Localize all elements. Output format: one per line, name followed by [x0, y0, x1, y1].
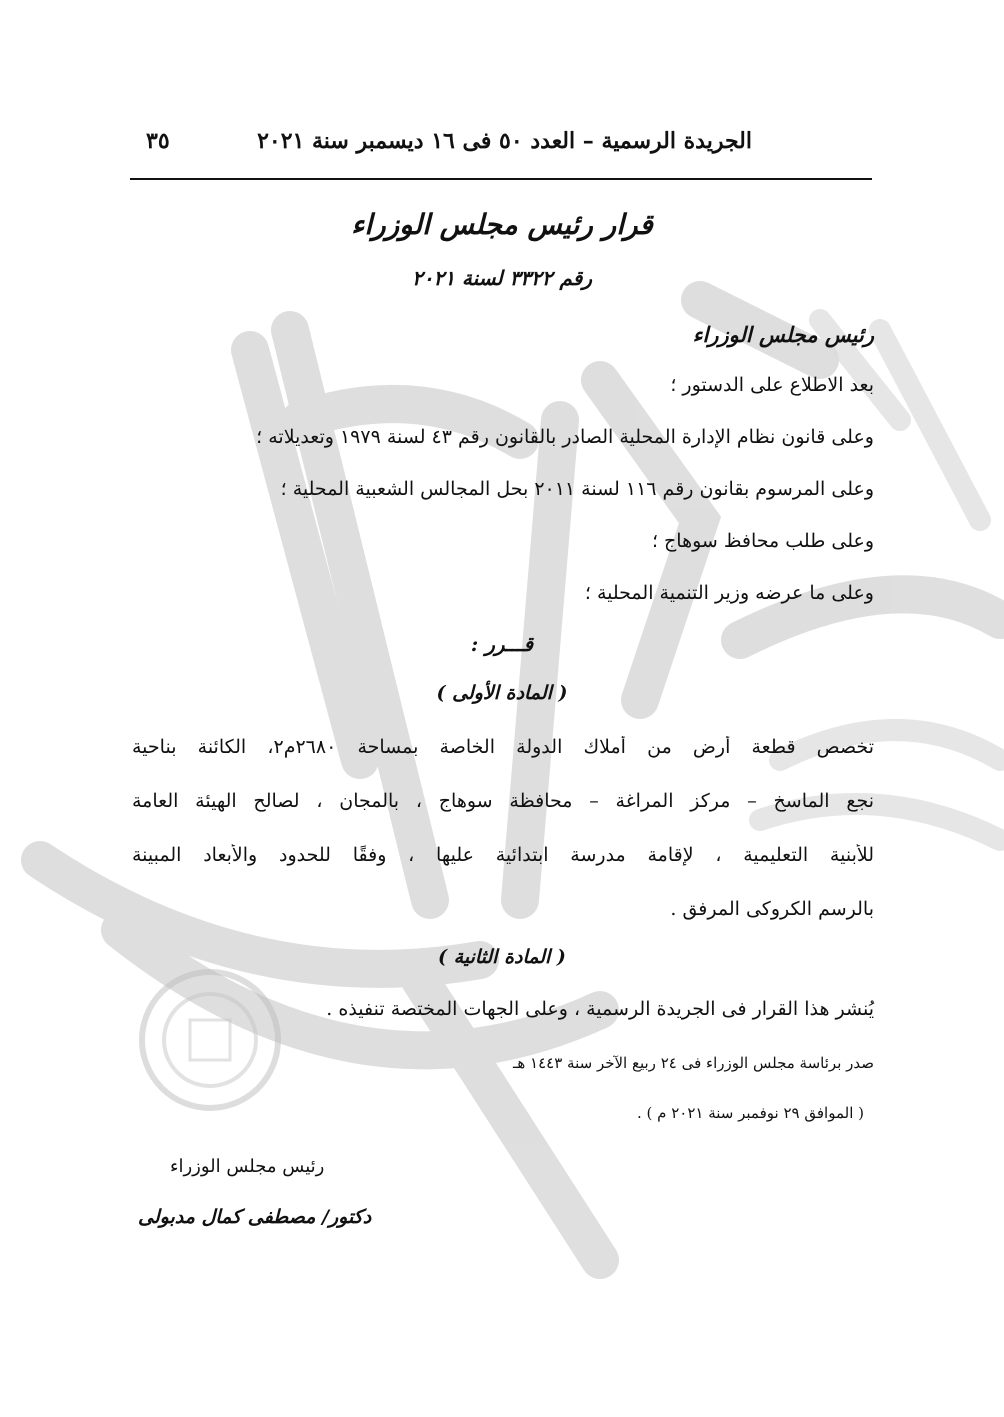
header-title: الجريدة الرسمية – العدد ٥٠ فى ١٦ ديسمبر سنة ٢٠٢١	[257, 128, 752, 154]
issuer-heading: رئيس مجلس الوزراء	[692, 322, 874, 347]
article-2-heading: ( المادة الثانية )	[438, 946, 566, 968]
preamble-line: بعد الاطلاع على الدستور ؛	[670, 374, 874, 396]
article-1-heading: ( المادة الأولى )	[436, 682, 568, 704]
issued-date-gregorian: ( الموافق ٢٩ نوفمبر سنة ٢٠٢١ م ) .	[637, 1104, 864, 1122]
preamble-line: وعلى قانون نظام الإدارة المحلية الصادر بالقانون رقم ٤٣ لسنة ١٩٧٩ وتعديلاته ؛	[256, 426, 874, 448]
signature-position: رئيس مجلس الوزراء	[170, 1156, 325, 1177]
article-1-line: للأبنية التعليمية ، لإقامة مدرسة ابتدائية عليها ، وفقًا للحدود والأبعاد المبينة	[132, 844, 874, 866]
preamble-line: وعلى طلب محافظ سوهاج ؛	[651, 530, 874, 552]
decree-number: رقم ٣٣٢٢ لسنة ٢٠٢١	[411, 266, 593, 290]
header-divider	[130, 178, 872, 180]
page-number: ٣٥	[146, 128, 170, 154]
decided-heading: قـــرر :	[470, 632, 534, 656]
signature-name: دكتور/ مصطفى كمال مدبولى	[138, 1206, 372, 1228]
article-1-line: نجع الماسخ – مركز المراغة – محافظة سوهاج ، بالمجان ، لصالح الهيئة العامة	[132, 790, 874, 812]
article-1-line: تخصص قطعة أرض من أملاك الدولة الخاصة بمساحة ٢٦٨٠م٢، الكائنة بناحية	[132, 736, 874, 758]
page-header	[130, 128, 872, 168]
preamble-line: وعلى ما عرضه وزير التنمية المحلية ؛	[584, 582, 874, 604]
article-1-line: بالرسم الكروكى المرفق .	[670, 898, 874, 920]
issued-date-hijri: صدر برئاسة مجلس الوزراء فى ٢٤ ربيع الآخر سنة ١٤٤٣ هـ	[512, 1054, 874, 1072]
preamble-line: وعلى المرسوم بقانون رقم ١١٦ لسنة ٢٠١١ بحل المجالس الشعبية المحلية ؛	[280, 478, 874, 500]
article-2-text: يُنشر هذا القرار فى الجريدة الرسمية ، وعلى الجهات المختصة تنفيذه .	[326, 998, 874, 1020]
decree-title: قرار رئيس مجلس الوزراء	[351, 208, 653, 241]
